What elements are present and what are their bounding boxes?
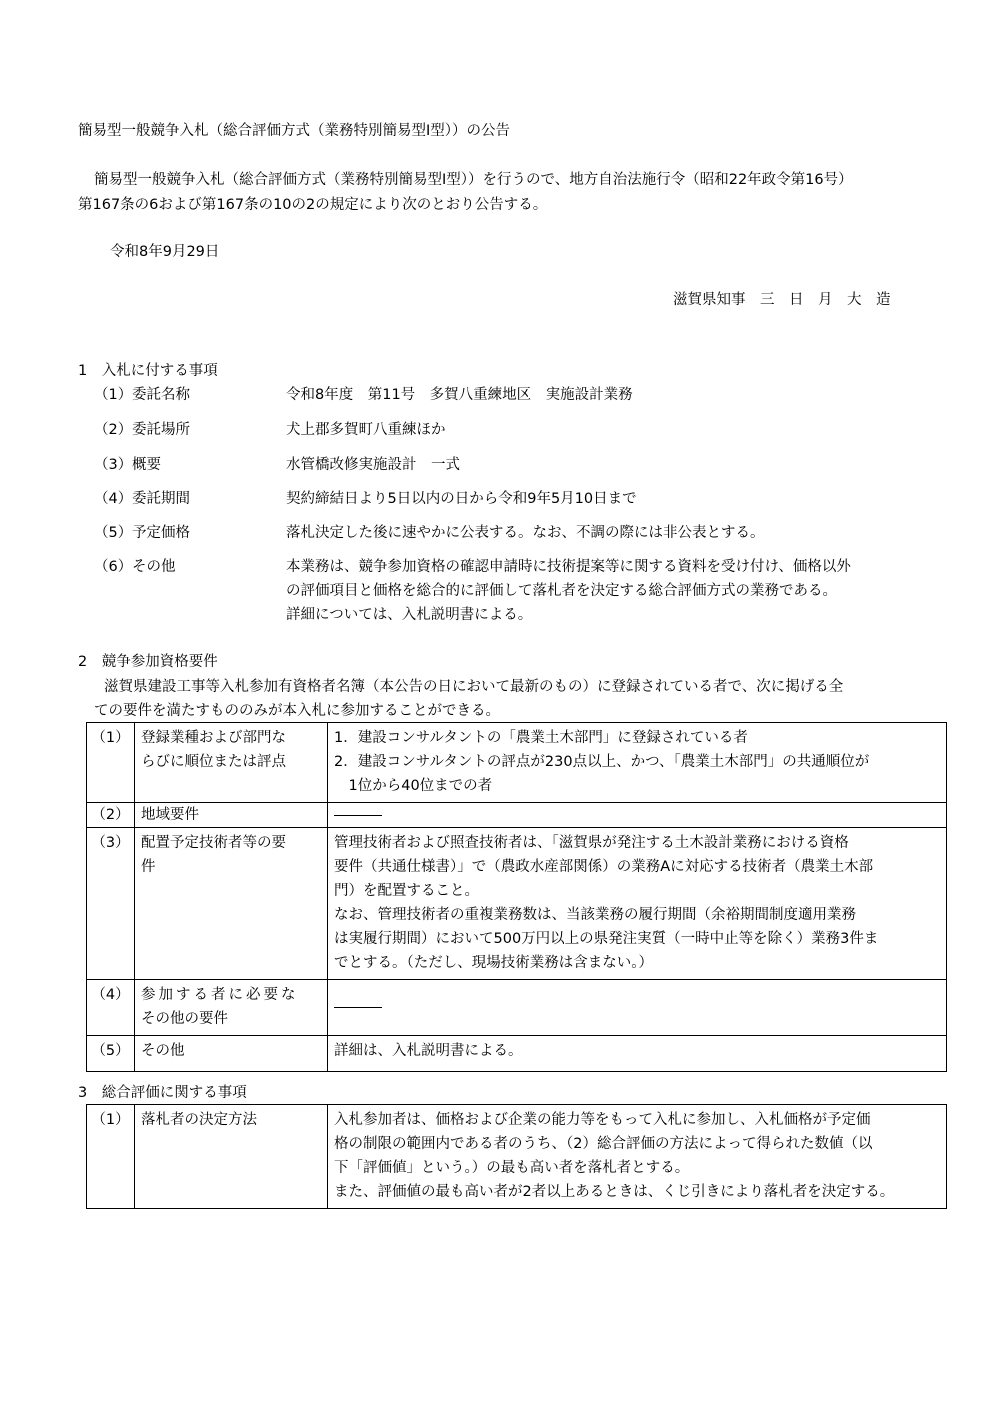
- table-row: [87, 803, 947, 828]
- item-value: 契約締結日より5日以内の日から令和9年5月10日まで: [286, 491, 637, 507]
- row-number: （5）: [87, 1036, 135, 1072]
- row-number: （4）: [87, 980, 135, 1036]
- row-label: 登録業種および部門な らびに順位または評点: [135, 723, 328, 803]
- item-value: 本業務は、競争参加資格の確認申請時に技術提案等に関する資料を受け付け、価格以外: [286, 559, 851, 575]
- row-content: 詳細は、入札説明書による。: [328, 1036, 947, 1072]
- section3-heading: 3 総合評価に関する事項: [78, 1085, 247, 1101]
- row-content: 管理技術者および照査技術者は、「滋賀県が発注する土木設計業務における資格 要件（共通仕様書）」で（農政水産部関係）の業務Aに対応する技術者（農業土木部 門）を配置すること。 なお、管理技術者の重複業務数は、当該業務の履行期間（余裕期間制度適用業務 は実履行期間）において500万円以上の県発注実質（一時中止等を除く）業務3件ま でとする。（ただし、現場技術業務は含まない。）: [328, 828, 947, 980]
- item-number: （3）: [94, 457, 133, 473]
- row-number: （1）: [87, 1105, 135, 1209]
- item-value: 令和8年度 第11号 多賀八重練地区 実施設計業務: [286, 387, 633, 403]
- item-number: （2）: [94, 422, 133, 438]
- dash-line: [334, 1007, 382, 1008]
- intro-line-2: 第167条の6および第167条の10の2の規定により次のとおり公告する。: [78, 197, 548, 213]
- section2-intro-line-1: 滋賀県建設工事等入札参加有資格者名簿（本公告の日において最新のもの）に登録されている者で、次に掲げる全: [104, 679, 844, 695]
- item-number: （1）: [94, 387, 133, 403]
- table-row: [87, 723, 947, 803]
- row-number: （1）: [87, 723, 135, 803]
- item-label: 委託名称: [132, 387, 190, 403]
- row-label: 配置予定技術者等の要 件: [135, 828, 328, 980]
- item-value: 落札決定した後に速やかに公表する。なお、不調の際には非公表とする。: [286, 525, 765, 541]
- row-label: その他: [135, 1036, 328, 1072]
- item-label: その他: [132, 559, 176, 575]
- item-label: 委託期間: [132, 491, 190, 507]
- item-number: （4）: [94, 491, 133, 507]
- document-title: 簡易型一般競争入札（総合評価方式（業務特別簡易型Ⅰ型））の公告: [78, 123, 511, 139]
- section2-heading: 2 競争参加資格要件: [78, 654, 218, 670]
- row-content: [328, 980, 947, 1036]
- section2-intro-line-2: ての要件を満たすもののみが本入札に参加することができる。: [94, 703, 500, 719]
- announcement-date: 令和8年9月29日: [110, 244, 220, 260]
- section1-heading: 1 入札に付する事項: [78, 363, 218, 379]
- row-number: （3）: [87, 828, 135, 980]
- table-row: [87, 980, 947, 1036]
- item-number: （6）: [94, 559, 133, 575]
- item-label: 委託場所: [132, 422, 190, 438]
- signer: 滋賀県知事 三 日 月 大 造: [673, 292, 891, 308]
- row-label: 地域要件: [135, 803, 328, 828]
- table-row: [87, 1105, 947, 1209]
- item-label: 予定価格: [132, 525, 190, 541]
- row-content: 1．建設コンサルタントの「農業土木部門」に登録されている者 2．建設コンサルタントの評点が230点以上、かつ、「農業土木部門」の共通順位が 1位から40位までの者: [328, 723, 947, 803]
- item-value: 犬上郡多賀町八重練ほか: [286, 422, 446, 438]
- table-row: [87, 828, 947, 980]
- row-label: 落札者の決定方法: [135, 1105, 328, 1209]
- item-value: 詳細については、入札説明書による。: [286, 607, 533, 623]
- row-number: （2）: [87, 803, 135, 828]
- qualification-table: [86, 722, 947, 1072]
- item-label: 概要: [132, 457, 161, 473]
- row-label: 参加する者に必要な その他の要件: [135, 980, 328, 1036]
- item-number: （5）: [94, 525, 133, 541]
- row-content: 入札参加者は、価格および企業の能力等をもって入札に参加し、入札価格が予定価 格の制限の範囲内である者のうち、（2）総合評価の方法によって得られた数値（以 下「評価値」という。）の最も高い者を落札者とする。 また、評価値の最も高い者が2者以上あるときは、くじ引きにより落札者を決定する。: [328, 1105, 947, 1209]
- row-content: [328, 803, 947, 828]
- evaluation-table: [86, 1104, 947, 1209]
- table-row: [87, 1036, 947, 1072]
- dash-line: [334, 815, 382, 816]
- intro-line-1: 簡易型一般競争入札（総合評価方式（業務特別簡易型Ⅰ型））を行うので、地方自治法施行令（昭和22年政令第16号）: [94, 172, 853, 188]
- item-value: 水管橋改修実施設計 一式: [286, 457, 460, 473]
- item-value: の評価項目と価格を総合的に評価して落札者を決定する総合評価方式の業務である。: [286, 583, 837, 599]
